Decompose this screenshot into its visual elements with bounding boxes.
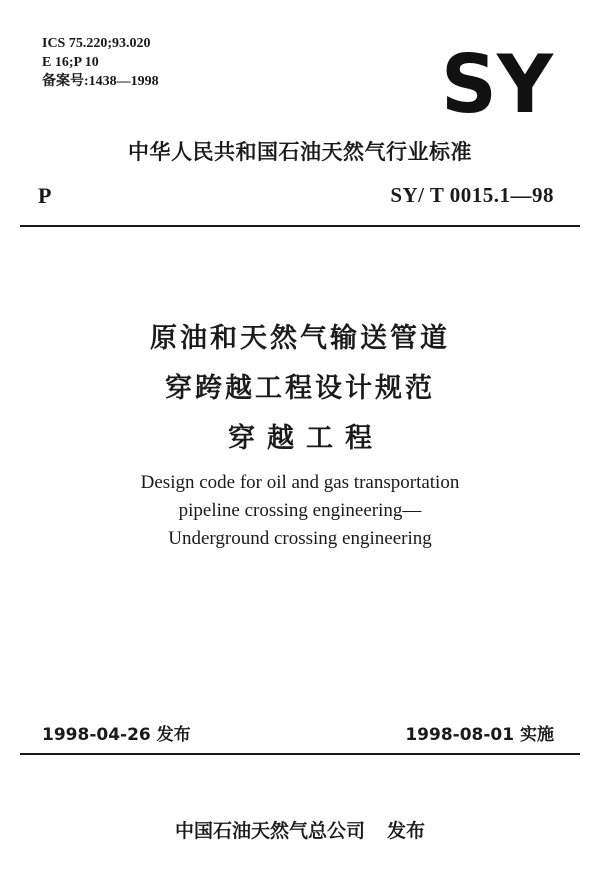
publisher-action: 发布: [387, 820, 426, 842]
bottom-divider: [20, 753, 580, 755]
title-en-line-1: Design code for oil and gas transportation: [140, 472, 460, 493]
top-divider: [20, 225, 580, 227]
title-en-line-2: pipeline crossing engineering—: [178, 500, 422, 521]
title-cn-line-2: 穿跨越工程设计规范: [165, 373, 435, 404]
publisher-line: [0, 816, 600, 843]
sy-logo-text: SY: [441, 48, 554, 120]
standard-number: SY/ T 0015.1—98: [390, 183, 554, 207]
filing-number: 备案号:1438—1998: [42, 74, 159, 89]
industry-standard-heading: 中华人民共和国石油天然气行业标准: [128, 140, 472, 164]
title-cn-line-3: 穿越工程: [228, 423, 384, 454]
title-cn-line-1: 原油和天然气输送管道: [150, 323, 450, 354]
publisher-name: 中国石油天然气总公司: [174, 820, 365, 842]
ics-code: ICS 75.220;93.020: [42, 36, 151, 51]
classification-code: E 16;P 10: [42, 55, 99, 70]
implementation-date: 1998-08-01 实施: [405, 725, 554, 745]
title-en-line-3: Underground crossing engineering: [168, 528, 432, 549]
sy-logo: [440, 48, 554, 120]
standard-class: P: [38, 183, 52, 208]
issue-date: 1998-04-26 发布: [42, 725, 191, 745]
